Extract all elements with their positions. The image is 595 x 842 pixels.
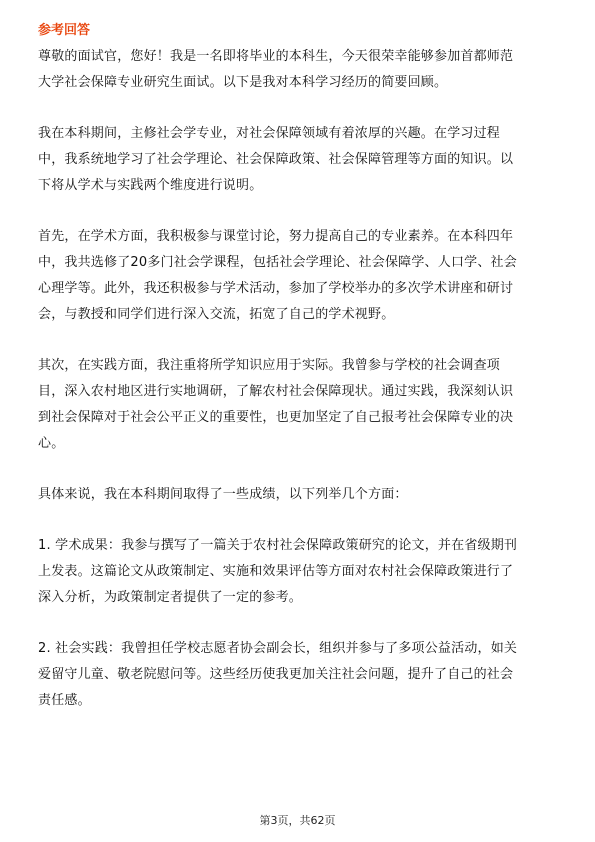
text-line: 尊敬的面试官，您好！我是一名即将毕业的本科生，今天很荣幸能够参加首都师范 — [38, 49, 514, 64]
paragraph-practice — [38, 353, 558, 457]
text-line: 具体来说，我在本科期间取得了一些成绩，以下列举几个方面： — [38, 487, 408, 502]
text-line: 下将从学术与实践两个维度进行说明。 — [38, 178, 263, 193]
page-number: 第3页，共62页 — [259, 814, 336, 827]
section-heading: 参考回答 — [38, 23, 91, 38]
text-line: 中，我共选修了20多门社会学课程，包括社会学理论、社会保障学、人口学、社会 — [38, 255, 517, 270]
text-line: 1. 学术成果：我参与撰写了一篇关于农村社会保障政策研究的论文，并在省级期刊 — [38, 538, 518, 553]
text-line: 中，我系统地学习了社会学理论、社会保障政策、社会保障管理等方面的知识。以 — [38, 152, 514, 167]
text-line: 我在本科期间，主修社会学专业，对社会保障领域有着浓厚的兴趣。在学习过程 — [38, 126, 501, 141]
text-line: 到社会保障对于社会公平正义的重要性，也更加坚定了自己报考社会保障专业的决 — [38, 410, 514, 425]
text-line: 心。 — [38, 436, 65, 451]
text-line: 2. 社会实践：我曾担任学校志愿者协会副会长，组织并参与了多项公益活动，如关 — [38, 641, 518, 656]
text-line: 会，与教授和同学们进行深入交流，拓宽了自己的学术视野。 — [38, 307, 395, 322]
paragraph-achievements-intro — [38, 482, 558, 508]
text-line: 心理学等。此外，我还积极参与学术活动，参加了学校举办的多次学术讲座和研讨 — [38, 281, 514, 296]
text-line: 上发表。这篇论文从政策制定、实施和效果评估等方面对农村社会保障政策进行了 — [38, 564, 514, 579]
text-line: 大学社会保障专业研究生面试。以下是我对本科学习经历的简要回顾。 — [38, 75, 448, 90]
text-line: 其次，在实践方面，我注重将所学知识应用于实际。我曾参与学校的社会调查项 — [38, 358, 501, 373]
text-line: 爱留守儿童、敬老院慰问等。这些经历使我更加关注社会问题，提升了自己的社会 — [38, 667, 514, 682]
answer-body — [38, 44, 558, 739]
paragraph-major — [38, 121, 558, 199]
text-line: 责任感。 — [38, 693, 91, 708]
paragraph-social-practice — [38, 636, 558, 714]
paragraph-academic-results — [38, 533, 558, 611]
paragraph-academic — [38, 224, 558, 328]
text-line: 深入分析，为政策制定者提供了一定的参考。 — [38, 590, 303, 605]
text-line: 目，深入农村地区进行实地调研，了解农村社会保障现状。通过实践，我深刻认识 — [38, 384, 514, 399]
paragraph-intro — [38, 44, 558, 96]
text-line: 首先，在学术方面，我积极参与课堂讨论，努力提高自己的专业素养。在本科四年 — [38, 229, 514, 244]
